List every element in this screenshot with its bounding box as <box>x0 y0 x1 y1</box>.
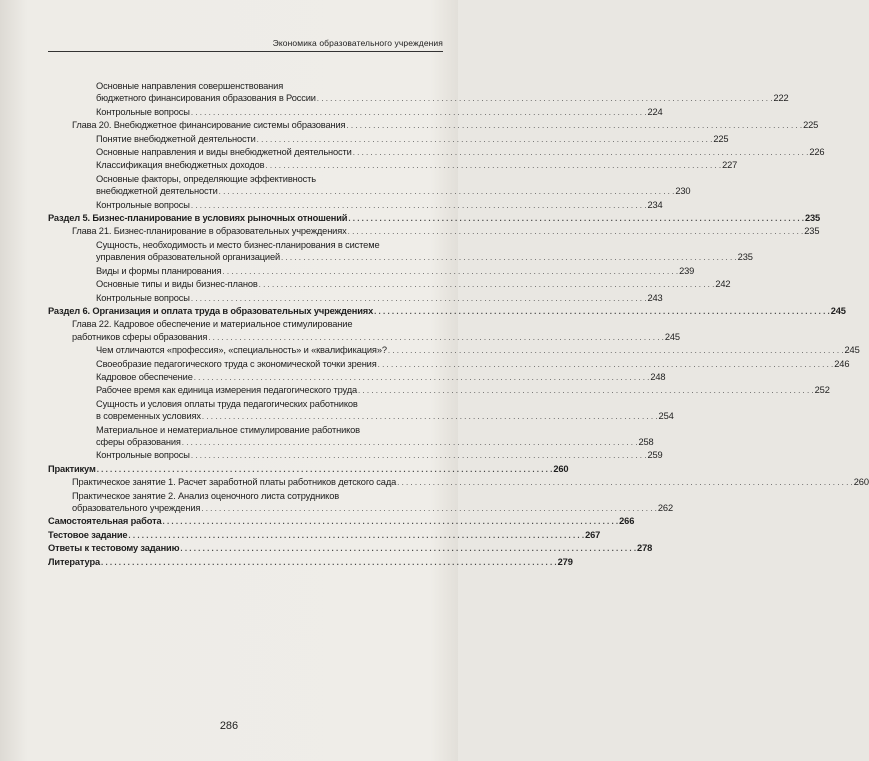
dot-leader <box>348 213 804 225</box>
dot-leader <box>208 332 664 344</box>
toc-entry-page: 267 <box>585 529 601 540</box>
toc-entry <box>48 159 738 172</box>
toc-entry-title: Основные типы и виды бизнес-планов <box>96 279 258 290</box>
toc-entry-title: работников сферы образования <box>72 331 208 342</box>
page-number: 286 <box>219 720 239 732</box>
dot-leader <box>194 372 650 384</box>
dot-leader <box>101 557 557 569</box>
toc-entry-title: Контрольные вопросы <box>96 450 190 461</box>
dot-leader <box>202 411 658 423</box>
toc-entry <box>48 146 825 159</box>
toc-entry-page: 262 <box>657 503 673 513</box>
toc-entry-title: Основные факторы, определяющие эффективность <box>96 173 316 184</box>
toc-entry <box>48 305 846 318</box>
toc-entry-page: 254 <box>658 411 674 422</box>
dot-leader <box>317 93 773 105</box>
dot-leader <box>358 385 814 397</box>
toc-entry-page: 246 <box>834 358 850 369</box>
toc-entry-title: Практическое занятие 1. Расчет заработной платы работников детского сада <box>72 477 397 488</box>
toc-entry-page: 245 <box>844 345 860 356</box>
table-of-contents <box>48 80 869 569</box>
toc-entry-page: 226 <box>809 147 825 158</box>
toc-entry-page: 235 <box>737 252 753 263</box>
toc-entry <box>48 476 869 489</box>
toc-entry <box>48 239 753 265</box>
dot-leader <box>281 252 737 264</box>
toc-entry-title: Своеобразие педагогического труда с экономической точки зрения <box>96 358 377 369</box>
toc-entry-title: образовательного учреждения <box>72 503 201 513</box>
toc-entry-title: Практикум <box>48 463 96 474</box>
toc-entry <box>48 292 663 305</box>
toc-entry-title: Сущность и условия оплаты труда педагогических работников <box>96 398 358 409</box>
toc-entry <box>48 358 850 371</box>
toc-entry-page: 243 <box>647 292 663 303</box>
toc-entry-title: Контрольные вопросы <box>96 199 190 210</box>
toc-entry-title: Контрольные вопросы <box>96 292 190 303</box>
toc-entry-title: Классификация внебюджетных доходов <box>96 160 265 171</box>
toc-entry-page: 266 <box>619 516 635 527</box>
toc-entry-page: 224 <box>647 106 663 117</box>
toc-entry-page: 279 <box>557 556 573 567</box>
toc-entry <box>48 398 674 424</box>
toc-entry-page: 258 <box>638 436 654 447</box>
toc-entry <box>48 424 654 450</box>
toc-entry <box>48 265 695 278</box>
toc-entry <box>48 556 573 569</box>
dot-leader <box>397 477 853 489</box>
toc-entry-page: 259 <box>647 450 663 461</box>
toc-entry-title: внебюджетной деятельности <box>96 186 218 197</box>
toc-entry <box>48 515 635 528</box>
toc-entry-title: Рабочее время как единица измерения педагогического труда <box>96 385 357 396</box>
toc-entry <box>48 133 729 146</box>
toc-entry <box>48 225 820 238</box>
toc-entry-page: 260 <box>853 477 869 488</box>
dot-leader <box>259 279 715 291</box>
dot-leader <box>180 543 636 555</box>
toc-entry-title: управления образовательной организацией <box>96 252 281 263</box>
toc-entry-title: Раздел 6. Организация и оплата труда в образовательных учреждениях <box>48 305 374 316</box>
toc-entry-title: Раздел 5. Бизнес-планирование в условиях рыночных отношений <box>48 213 348 224</box>
dot-leader <box>348 226 804 238</box>
toc-entry-title: Сущность, необходимость и место бизнес-планирования в системе <box>96 239 380 250</box>
dot-leader <box>346 120 802 132</box>
toc-entry-title: Глава 22. Кадровое обеспечение и материальное стимулирование <box>72 319 353 330</box>
toc-entry-title: Тестовое задание <box>48 529 128 540</box>
toc-entry-title: Понятие внебюджетной деятельности <box>96 133 256 144</box>
toc-entry <box>48 173 691 199</box>
toc-entry-title: Литература <box>48 556 100 567</box>
dot-leader <box>201 503 657 515</box>
toc-entry-title: Материальное и нематериальное стимулирование работников <box>96 424 360 435</box>
dot-leader <box>97 464 553 476</box>
toc-entry-title: Глава 20. Внебюджетное финансирование системы образования <box>72 120 346 131</box>
toc-entry-title: Контрольные вопросы <box>96 106 190 117</box>
toc-entry-page: 235 <box>805 213 821 224</box>
toc-entry-page: 239 <box>679 265 695 276</box>
running-header: Экономика образовательного учреждения <box>48 38 443 52</box>
toc-entry-page: 252 <box>814 385 830 396</box>
toc-entry-title: бюджетного финансирования образования в России <box>96 93 316 104</box>
toc-entry-page: 278 <box>637 543 653 554</box>
toc-entry-page: 245 <box>830 305 846 316</box>
dot-leader <box>219 186 675 198</box>
dot-leader <box>191 200 647 212</box>
dot-leader <box>257 134 713 146</box>
toc-entry <box>48 106 663 119</box>
dot-leader <box>374 306 830 318</box>
dot-leader <box>163 516 619 528</box>
toc-entry-page: 234 <box>647 199 663 210</box>
toc-entry <box>48 119 819 132</box>
toc-entry <box>48 463 569 476</box>
toc-entry <box>48 199 663 212</box>
toc-entry <box>48 490 673 516</box>
toc-entry-page: 230 <box>675 186 691 197</box>
toc-entry <box>48 212 821 225</box>
dot-leader <box>353 147 809 159</box>
toc-entry <box>48 542 653 555</box>
toc-entry-title: Виды и формы планирования <box>96 265 222 276</box>
toc-entry-title: Ответы к тестовому заданию <box>48 543 180 554</box>
toc-entry-title: в современных условиях <box>96 411 201 422</box>
toc-entry-page: 222 <box>773 93 789 104</box>
toc-entry-page: 260 <box>553 463 569 474</box>
toc-entry-page: 245 <box>664 331 680 342</box>
toc-entry <box>48 449 663 462</box>
toc-entry-title: сферы образования <box>96 436 181 447</box>
toc-entry <box>48 529 601 542</box>
toc-entry <box>48 344 860 357</box>
toc-entry <box>48 318 680 344</box>
dot-leader <box>222 266 678 278</box>
toc-entry-page: 227 <box>722 160 738 171</box>
toc-entry-page: 242 <box>715 279 731 290</box>
dot-leader <box>191 450 647 462</box>
toc-entry-page: 225 <box>803 120 819 131</box>
toc-entry-title: Самостоятельная работа <box>48 516 162 527</box>
dot-leader <box>182 437 638 449</box>
toc-entry-page: 235 <box>804 226 820 237</box>
toc-entry-page: 248 <box>650 371 666 382</box>
dot-leader <box>191 107 647 119</box>
toc-entry <box>48 80 789 106</box>
toc-entry-title: Практическое занятие 2. Анализ оценочного листа сотрудников <box>72 490 340 501</box>
toc-entry-title: Глава 21. Бизнес-планирование в образовательных учреждениях <box>72 226 347 237</box>
toc-entry-title: Чем отличаются «профессия», «специальность» и «квалификация»? <box>96 345 387 356</box>
toc-entry <box>48 278 731 291</box>
toc-entry <box>48 371 666 384</box>
toc-entry-page: 225 <box>713 133 729 144</box>
toc-entry-title: Основные направления совершенствования <box>96 81 284 91</box>
dot-leader <box>265 160 721 172</box>
toc-entry-title: Кадровое обеспечение <box>96 371 193 382</box>
toc-entry <box>48 384 830 397</box>
toc-entry-title: Основные направления и виды внебюджетной деятельности <box>96 147 352 158</box>
dot-leader <box>388 345 844 357</box>
dot-leader <box>378 359 834 371</box>
dot-leader <box>128 530 584 542</box>
dot-leader <box>191 293 647 305</box>
